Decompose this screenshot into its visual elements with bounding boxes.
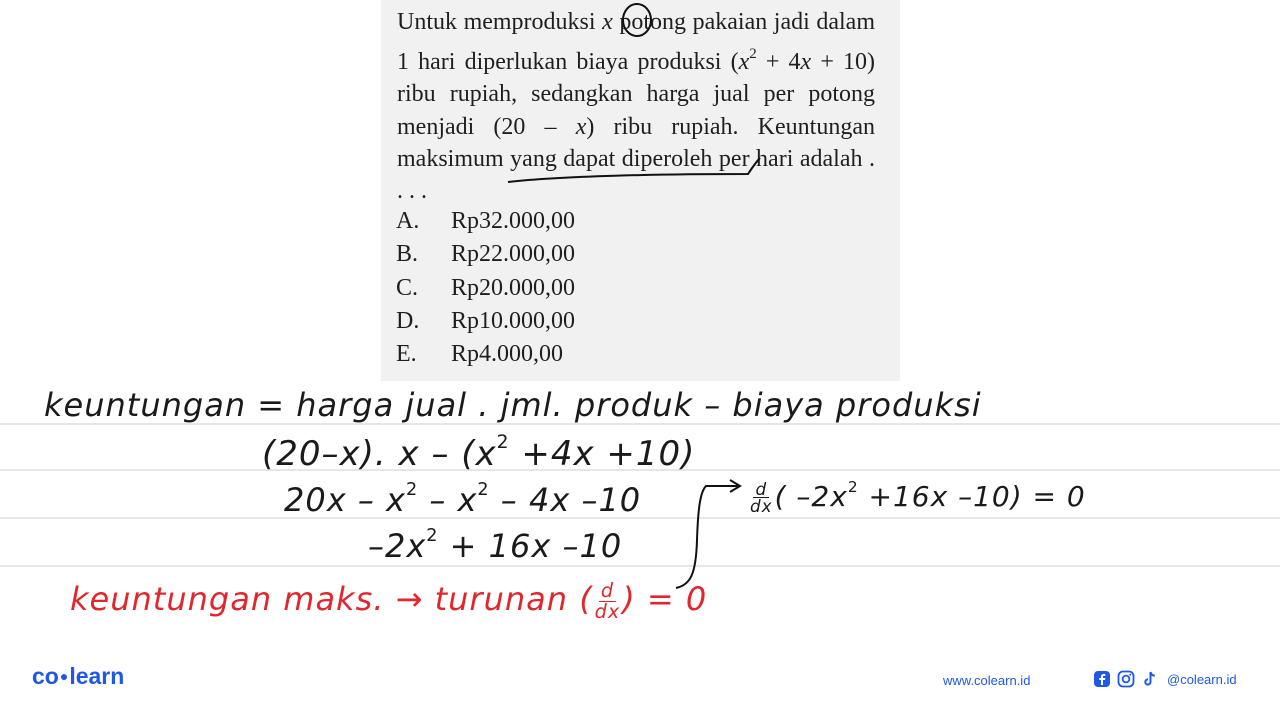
question-text-part: potong pakaian jadi dalam 1 hari diperlukan biaya produksi (: [397, 9, 875, 76]
handwritten-text: 20x – x: [284, 480, 406, 519]
circled-variable: x: [602, 9, 613, 35]
handwritten-line-simplified: [368, 526, 622, 565]
option-text: Rp4.000,00: [451, 341, 564, 368]
handwritten-text: keuntungan = harga jual . jml. produk – biaya produksi: [44, 386, 982, 424]
option-letter: C.: [396, 274, 419, 301]
handwritten-line-expanded: [284, 480, 641, 519]
handwritten-line-profit-formula: [44, 386, 982, 424]
logo-text: learn: [69, 663, 125, 689]
handwritten-text: + 16x –10: [438, 526, 623, 565]
logo-dot-icon: ●: [59, 668, 69, 684]
handwritten-text: (20–x). x – (x: [262, 433, 497, 474]
question-variable: x: [575, 113, 587, 140]
option-text: Rp20.000,00: [451, 274, 576, 301]
social-links: [1093, 668, 1237, 690]
option-letter: B.: [396, 241, 419, 268]
fraction-numerator: d: [600, 579, 615, 603]
option-letter: A.: [396, 208, 420, 234]
option-b[interactable]: [396, 238, 575, 271]
instagram-icon[interactable]: [1117, 670, 1135, 688]
handwritten-line-expression: [262, 432, 695, 474]
handwritten-text: +16x –10) = 0: [858, 479, 1086, 513]
handwritten-text: – 4x –10: [489, 480, 642, 519]
question-text-part: + 4: [756, 49, 801, 76]
handwritten-exponent: 2: [405, 480, 419, 500]
option-e[interactable]: [396, 338, 575, 371]
fraction-denominator: dx: [594, 599, 621, 623]
social-handle[interactable]: @colearn.id: [1167, 671, 1237, 687]
option-letter: E.: [396, 341, 417, 368]
option-text: Rp22.000,00: [451, 241, 576, 268]
question-exponent: 2: [749, 46, 757, 63]
handwritten-exponent: 2: [426, 526, 439, 546]
option-text: Rp10.000,00: [451, 307, 576, 334]
option-letter: D.: [396, 307, 420, 334]
question-text-part: + 10) ribu rupiah, sedangkan harga jual per potong menjadi (20 –: [397, 49, 875, 140]
question-text-part: ) ribu rupiah. Keuntungan maksimum yang dapat diperoleh per hari adalah . . . .: [397, 113, 875, 205]
handwritten-text: ( –2x: [774, 479, 848, 513]
handwritten-exponent: 2: [496, 432, 510, 453]
handwritten-text: keuntungan maks. → turunan (: [70, 580, 593, 618]
option-a[interactable]: [396, 205, 575, 238]
handwritten-exponent: 2: [847, 478, 859, 496]
handwritten-exponent: 2: [477, 480, 490, 500]
facebook-icon[interactable]: [1093, 670, 1111, 688]
handwritten-text: +4x +10): [509, 433, 696, 474]
question-card: [381, 0, 900, 381]
option-text: Rp32.000,00: [451, 208, 576, 234]
derivative-fraction: [750, 478, 773, 517]
website-link[interactable]: www.colearn.id: [943, 673, 1031, 688]
colearn-logo: [32, 663, 124, 690]
option-d[interactable]: [396, 305, 575, 338]
handwritten-text: – x: [418, 480, 478, 519]
handwritten-derivative-equation: [748, 478, 1086, 515]
handwritten-text: ) = 0: [622, 580, 708, 618]
logo-text: co: [32, 663, 59, 689]
tiktok-icon[interactable]: [1141, 670, 1159, 688]
handwritten-text: –2x: [368, 526, 427, 565]
question-variable: x: [800, 49, 812, 76]
fraction-denominator: dx: [750, 496, 773, 517]
question-text-part: Untuk memproduksi: [397, 9, 603, 35]
derivative-fraction: [594, 579, 621, 623]
question-variable: x: [738, 49, 750, 76]
answer-options: [396, 205, 575, 371]
question-text: [397, 6, 875, 207]
handwritten-max-profit-note: [70, 580, 707, 621]
fraction-numerator: d: [755, 478, 768, 499]
option-c[interactable]: [396, 272, 575, 305]
